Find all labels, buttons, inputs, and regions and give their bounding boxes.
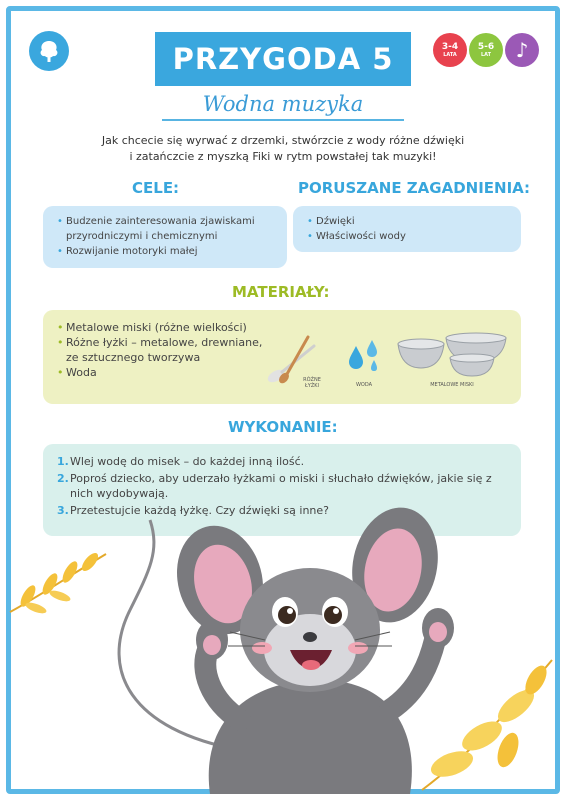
logo: [29, 31, 69, 71]
step-number: 3.: [57, 504, 69, 517]
step-text: Poproś dziecko, aby uderzało łyżkami o miski i słuchało dźwięków, jakie się z nich wydobywają.: [70, 472, 492, 500]
goals-heading: CELE:: [132, 179, 180, 197]
age-badge-unit: LATA: [443, 51, 457, 58]
list-item: [57, 454, 503, 469]
title-banner: [155, 32, 411, 86]
step-number: 1.: [57, 455, 69, 468]
age-badge-3-4: [433, 33, 467, 67]
subtitle: Wodna muzyka: [202, 92, 364, 116]
goals-list: [57, 214, 277, 259]
intro-line: i zatańczcie z myszką Fiki w rytm powstałej tak muzyki!: [129, 150, 437, 163]
tree-icon: [36, 38, 62, 64]
list-item: • Dźwięki: [307, 214, 511, 229]
steps-heading: WYKONANIE:: [228, 418, 338, 436]
intro-line: Jak chcecie się wyrwać z drzemki, stwórzcie z wody różne dźwięki: [101, 134, 465, 147]
subtitle-underline: [162, 119, 404, 121]
bowls-label: METALOWE MISKI: [430, 382, 474, 388]
materials-heading: MATERIAŁY:: [232, 283, 330, 301]
list-item: [57, 471, 503, 501]
intro-text: [0, 133, 566, 165]
page-title: PRZYGODA 5: [172, 42, 394, 76]
list-item: • Metalowe miski (różne wielkości): [57, 320, 277, 335]
list-item: • Rozwijanie motoryki małej: [57, 244, 277, 259]
age-badge-unit: LAT: [480, 51, 492, 58]
spoons-label: RÓŻNE ŁYŻKI: [303, 377, 321, 389]
topics-heading: PORUSZANE ZAGADNIENIA:: [298, 179, 531, 197]
age-badge-value: 5-6: [477, 41, 495, 52]
topics-box: [293, 206, 521, 252]
topics-list: [307, 214, 511, 244]
step-text: Przetestujcie każdą łyżkę. Czy dźwięki są inne?: [70, 504, 330, 517]
goals-box: [43, 206, 287, 268]
water-drops-icon: [344, 338, 384, 376]
list-item: • Woda: [57, 365, 277, 380]
water-label: WODA: [355, 382, 373, 388]
mouse-fiki-illustration: [90, 500, 480, 794]
list-item: • Różne łyżki – metalowe, drewniane, ze sztucznego tworzywa: [57, 335, 277, 365]
list-item: • Właściwości wody: [307, 229, 511, 244]
materials-list: [57, 320, 277, 380]
metal-bowls-icon: [396, 330, 512, 378]
step-text: Wlej wodę do misek – do każdej inną ilość.: [70, 455, 305, 468]
music-note-icon: ♪: [515, 37, 529, 62]
music-badge: [505, 33, 539, 67]
age-badge-value: 3-4: [441, 41, 459, 52]
list-item: • Budzenie zainteresowania zjawiskami przyrodniczymi i chemicznymi: [57, 214, 277, 244]
step-number: 2.: [57, 472, 69, 485]
age-badge-5-6: [469, 33, 503, 67]
